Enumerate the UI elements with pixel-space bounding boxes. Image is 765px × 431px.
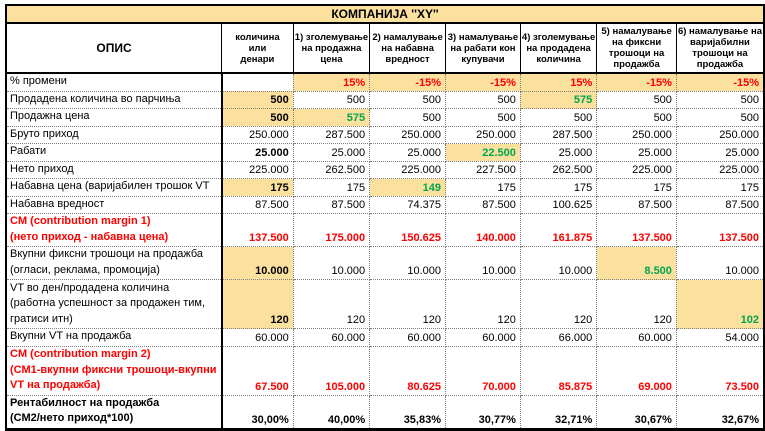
table-row — [6, 346, 764, 395]
value-cell[interactable]: 500 — [597, 109, 677, 127]
value-cell[interactable]: 60.000 — [597, 329, 677, 347]
value-cell[interactable]: 500 — [370, 91, 446, 109]
row-label[interactable]: Продажна цена — [6, 109, 222, 127]
value-cell[interactable]: 137.500 — [222, 214, 294, 247]
table-row — [6, 179, 764, 197]
value-cell[interactable]: 120 — [446, 280, 521, 329]
value-cell[interactable]: 175 — [520, 179, 596, 197]
value-cell[interactable]: 25.000 — [676, 144, 764, 162]
value-cell[interactable]: 225.000 — [222, 161, 294, 179]
row-label[interactable]: Рабати — [6, 144, 222, 162]
value-cell[interactable]: 25.000 — [370, 144, 446, 162]
value-cell[interactable]: 25.000 — [293, 144, 369, 162]
value-cell[interactable]: 225.000 — [676, 161, 764, 179]
title-row — [6, 5, 764, 23]
value-cell[interactable]: -15% — [597, 73, 677, 91]
value-cell[interactable]: 15% — [293, 73, 369, 91]
value-cell[interactable]: 30,00% — [222, 395, 294, 429]
value-cell[interactable]: 69.000 — [597, 346, 677, 395]
row-label[interactable]: Продадена количина во парчиња — [6, 91, 222, 109]
value-cell[interactable]: 500 — [520, 109, 596, 127]
column-header[interactable]: количина или денари — [222, 23, 294, 73]
value-cell[interactable]: 25.000 — [520, 144, 596, 162]
value-cell[interactable]: 54.000 — [676, 329, 764, 347]
value-cell[interactable]: 500 — [446, 91, 521, 109]
value-cell[interactable]: 500 — [676, 109, 764, 127]
value-cell[interactable]: 500 — [222, 91, 294, 109]
value-cell[interactable]: 87.500 — [597, 196, 677, 214]
value-cell[interactable]: 120 — [293, 280, 369, 329]
table-row — [6, 329, 764, 347]
table-row — [6, 91, 764, 109]
value-cell[interactable]: 10.000 — [293, 247, 369, 280]
value-cell[interactable] — [222, 73, 294, 91]
column-header[interactable]: 3) намалување на рабати кон купувачи — [446, 23, 521, 73]
value-cell[interactable]: 35,83% — [370, 395, 446, 429]
value-cell[interactable]: 85.875 — [520, 346, 596, 395]
value-cell[interactable]: 175 — [293, 179, 369, 197]
value-cell[interactable]: 120 — [222, 280, 294, 329]
value-cell[interactable]: 10.000 — [520, 247, 596, 280]
column-header[interactable]: 4) зголемување на продадена количина — [520, 23, 596, 73]
row-label[interactable]: Бруто приход — [6, 126, 222, 144]
table-row — [6, 73, 764, 91]
value-cell[interactable]: 70.000 — [446, 346, 521, 395]
value-cell[interactable]: 227.500 — [446, 161, 521, 179]
value-cell[interactable]: 120 — [520, 280, 596, 329]
row-label[interactable]: CM (contribution margin 1) (нето приход - набавна цена) — [6, 214, 222, 247]
value-cell[interactable]: 250.000 — [222, 126, 294, 144]
value-cell[interactable]: 60.000 — [446, 329, 521, 347]
value-cell[interactable]: 87.500 — [676, 196, 764, 214]
table-row — [6, 126, 764, 144]
table-row — [6, 196, 764, 214]
value-cell[interactable]: 149 — [370, 179, 446, 197]
column-header[interactable]: 6) намалување на варијабилни трошоци на продажба — [676, 23, 764, 73]
column-header[interactable]: 2) намалување на набавна вредност — [370, 23, 446, 73]
value-cell[interactable]: 175 — [597, 179, 677, 197]
value-cell[interactable]: 161.875 — [520, 214, 596, 247]
value-cell[interactable]: -15% — [446, 73, 521, 91]
value-cell[interactable]: 137.500 — [676, 214, 764, 247]
value-cell[interactable]: 10.000 — [370, 247, 446, 280]
value-cell[interactable]: 575 — [293, 109, 369, 127]
value-cell[interactable]: 10.000 — [222, 247, 294, 280]
table-row — [6, 395, 764, 429]
value-cell[interactable]: 250.000 — [597, 126, 677, 144]
value-cell[interactable]: 500 — [370, 109, 446, 127]
value-cell[interactable]: 150.625 — [370, 214, 446, 247]
value-cell[interactable]: 60.000 — [370, 329, 446, 347]
value-cell[interactable]: 30,77% — [446, 395, 521, 429]
value-cell[interactable]: 15% — [520, 73, 596, 91]
row-label[interactable]: Вкупни VT на продажба — [6, 329, 222, 347]
table-row — [6, 144, 764, 162]
table-row — [6, 214, 764, 247]
row-label[interactable]: Набавна вредност — [6, 196, 222, 214]
value-cell[interactable]: 32,67% — [676, 395, 764, 429]
spreadsheet — [5, 4, 765, 431]
value-cell[interactable]: 73.500 — [676, 346, 764, 395]
row-label[interactable]: % промени — [6, 73, 222, 91]
row-label[interactable]: VT во ден/продадена количина (работна успешност за продажен тим, гратиси итн) — [6, 280, 222, 329]
table-title[interactable]: КОМПАНИЈА ''XY'' — [6, 5, 764, 23]
value-cell[interactable]: 225.000 — [597, 161, 677, 179]
column-header-opis[interactable]: ОПИС — [6, 23, 222, 73]
value-cell[interactable]: 287.500 — [293, 126, 369, 144]
value-cell[interactable]: 175 — [446, 179, 521, 197]
table-row — [6, 280, 764, 329]
value-cell[interactable]: 10.000 — [676, 247, 764, 280]
value-cell[interactable]: 22.500 — [446, 144, 521, 162]
value-cell[interactable]: 60.000 — [293, 329, 369, 347]
value-cell[interactable]: 8.500 — [597, 247, 677, 280]
value-cell[interactable]: 80.625 — [370, 346, 446, 395]
table-body — [6, 73, 764, 429]
table-row — [6, 161, 764, 179]
row-label[interactable]: CM (contribution margin 2) (СМ1-вкупни фиксни трошоци-вкупни VT на продажба) — [6, 346, 222, 395]
value-cell[interactable]: 32,71% — [520, 395, 596, 429]
value-cell[interactable]: 250.000 — [446, 126, 521, 144]
column-header[interactable]: 1) зголемување на продажна цена — [293, 23, 369, 73]
value-cell[interactable]: -15% — [370, 73, 446, 91]
table-row — [6, 109, 764, 127]
value-cell[interactable]: 87.500 — [446, 196, 521, 214]
column-header-row — [6, 23, 764, 73]
value-cell[interactable]: 137.500 — [597, 214, 677, 247]
value-cell[interactable]: 66.000 — [520, 329, 596, 347]
value-cell[interactable]: 40,00% — [293, 395, 369, 429]
row-label[interactable]: Рентабилност на продажба (СМ2/нето приход*100) — [6, 395, 222, 429]
value-cell[interactable]: 60.000 — [222, 329, 294, 347]
value-cell[interactable]: 175 — [676, 179, 764, 197]
value-cell[interactable]: 87.500 — [222, 196, 294, 214]
value-cell[interactable]: 120 — [597, 280, 677, 329]
value-cell[interactable]: 287.500 — [520, 126, 596, 144]
value-cell[interactable]: 262.500 — [293, 161, 369, 179]
value-cell[interactable]: 575 — [520, 91, 596, 109]
column-header[interactable]: 5) намалување на фиксни трошоци на продажба — [597, 23, 677, 73]
value-cell[interactable]: 225.000 — [370, 161, 446, 179]
value-cell[interactable]: 250.000 — [676, 126, 764, 144]
value-cell[interactable]: 102 — [676, 280, 764, 329]
value-cell[interactable]: 30,67% — [597, 395, 677, 429]
row-label[interactable]: Набавна цена (варијабилен трошок VT — [6, 179, 222, 197]
value-cell[interactable]: 175 — [222, 179, 294, 197]
value-cell[interactable]: 105.000 — [293, 346, 369, 395]
value-cell[interactable]: 500 — [597, 91, 677, 109]
value-cell[interactable]: 120 — [370, 280, 446, 329]
value-cell[interactable]: 100.625 — [520, 196, 596, 214]
value-cell[interactable]: 262.500 — [520, 161, 596, 179]
value-cell[interactable]: 74.375 — [370, 196, 446, 214]
row-label[interactable]: Вкупни фиксни трошоци на продажба (огласи, реклама, промоција) — [6, 247, 222, 280]
row-label[interactable]: Нето приход — [6, 161, 222, 179]
table-row — [6, 247, 764, 280]
value-cell[interactable]: 140.000 — [446, 214, 521, 247]
value-cell[interactable]: 250.000 — [370, 126, 446, 144]
value-cell[interactable]: 67.500 — [222, 346, 294, 395]
value-cell[interactable]: 500 — [446, 109, 521, 127]
value-cell[interactable]: -15% — [676, 73, 764, 91]
value-cell[interactable]: 175.000 — [293, 214, 369, 247]
value-cell[interactable]: 500 — [676, 91, 764, 109]
value-cell[interactable]: 25.000 — [597, 144, 677, 162]
value-cell[interactable]: 10.000 — [446, 247, 521, 280]
value-cell[interactable]: 500 — [293, 91, 369, 109]
value-cell[interactable]: 25.000 — [222, 144, 294, 162]
value-cell[interactable]: 500 — [222, 109, 294, 127]
value-cell[interactable]: 87.500 — [293, 196, 369, 214]
company-xy-table — [5, 4, 765, 431]
